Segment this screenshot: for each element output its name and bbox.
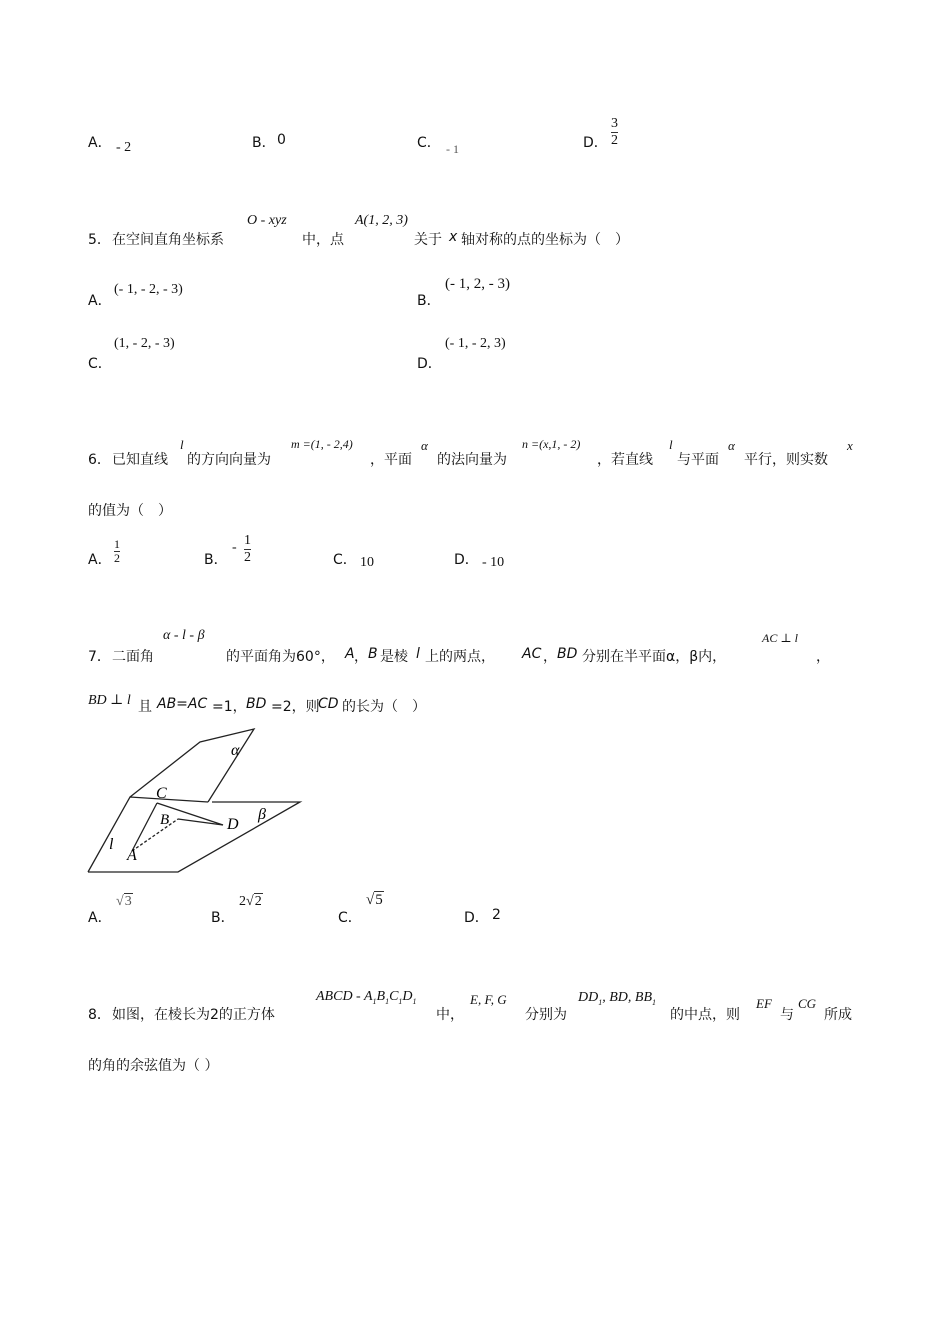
q7-point-b: B [368, 646, 378, 662]
radicand: 5 [375, 892, 383, 908]
segment-ac [132, 803, 157, 851]
q6-option-a-fraction [114, 538, 120, 565]
q6-text-6: 与平面 [677, 452, 719, 468]
q5-option-a-value: (- 1, - 2, - 3) [114, 282, 183, 297]
q8-text-3: 分别为 [525, 1007, 567, 1023]
radicand: 3 [124, 894, 132, 909]
q5-axis: x [449, 229, 458, 245]
plane-beta-outline [88, 802, 300, 872]
q7-cond-1: AB=AC [157, 696, 208, 712]
q5-option-c-label[interactable]: C． [88, 356, 112, 372]
q7-text-4: 上的两点， [425, 649, 495, 665]
q6-text-line2: 的值为（ ） [88, 503, 172, 519]
q5-text-1: 在空间直角坐标系 [112, 232, 224, 248]
q6-option-b-sign: - [232, 540, 237, 555]
q7-perp-2: BD ⊥ l [88, 693, 131, 708]
q4-option-c-label[interactable]: C． [417, 135, 441, 151]
q7-text-1: 二面角 [112, 649, 154, 665]
q7-number: 7． [88, 649, 111, 665]
q7-text-3: 是棱 [380, 649, 408, 665]
q7-ac: AC [522, 646, 542, 662]
q6-option-b-label[interactable]: B． [204, 552, 228, 568]
q6-option-c-label[interactable]: C． [333, 552, 357, 568]
q7-option-d-label[interactable]: D． [464, 910, 489, 926]
fraction-numerator: 1 [244, 533, 251, 548]
q6-option-d-label[interactable]: D． [454, 552, 479, 568]
q6-text-2: 的方向向量为 [187, 452, 271, 468]
q7-cd: CD [318, 696, 339, 712]
q5-option-b-label[interactable]: B． [417, 293, 441, 309]
q7-text-6: ， [816, 649, 830, 665]
fraction-numerator: 3 [611, 116, 618, 131]
q4-option-b-value: 0 [277, 132, 286, 148]
q8-ef: EF [756, 996, 772, 1011]
figure-label-c: C [156, 785, 167, 802]
fraction-denominator: 2 [611, 133, 618, 148]
figure-label-b: B [160, 812, 170, 828]
q4-option-c-value: - 1 [446, 142, 459, 156]
q5-text-3: 关于 [414, 232, 442, 248]
q6-variable-x: x [847, 438, 853, 453]
q6-text-1: 已知直线 [112, 452, 168, 468]
q8-text-2: 中， [436, 1007, 464, 1023]
q8-text-6: 所成 [824, 1007, 852, 1023]
q5-option-b-value: (- 1, 2, - 3) [445, 276, 510, 292]
fraction-denominator: 2 [244, 550, 251, 565]
q7-text-8: =1， [212, 699, 247, 715]
q6-plane-alpha: α [421, 438, 428, 453]
q7-dihedral: α - l - β [163, 628, 205, 643]
q6-option-d-value: - 10 [482, 555, 505, 570]
q4-option-d-fraction [611, 116, 618, 149]
radicand: 2 [254, 894, 262, 909]
segment-dd: DD [578, 990, 599, 1005]
q5-option-a-label[interactable]: A． [88, 293, 112, 309]
q5-point: A(1, 2, 3) [355, 213, 408, 228]
q8-text-line2: 的角的余弦值为（ ） [88, 1058, 219, 1074]
dihedral-angle-figure [80, 722, 310, 878]
q7-text-9: =2，则 [271, 699, 320, 715]
q6-number: 6． [88, 452, 111, 468]
q6-line-l: l [180, 437, 184, 452]
q6-vector-m: m =(1, - 2,4) [291, 437, 353, 451]
coefficient: 2 [239, 894, 246, 909]
q6-text-5: ，若直线 [597, 452, 653, 468]
q6-line-l-2: l [669, 437, 673, 452]
q7-text-7: 且 [138, 699, 152, 715]
q7-option-c-label[interactable]: C． [338, 910, 362, 926]
q7-cond-2: BD [246, 696, 267, 712]
q4-option-a-value: - 2 [116, 140, 132, 155]
cube-name-text: ABCD - A [316, 989, 373, 1004]
q5-text-2: 中，点 [302, 232, 344, 248]
q5-coordinate-system: O - xyz [247, 213, 287, 228]
q4-option-d-label[interactable]: D． [583, 135, 608, 151]
q7-point-a: A [345, 646, 355, 662]
q8-text-1: 如图，在棱长为2的正方体 [112, 1007, 275, 1023]
q5-number: 5． [88, 232, 111, 248]
q5-option-d-label[interactable]: D． [417, 356, 442, 372]
figure-label-l: l [109, 836, 114, 853]
figure-label-alpha: α [231, 742, 240, 759]
segment-ab [132, 819, 178, 851]
q7-option-b-label[interactable]: B． [211, 910, 235, 926]
q7-perp-1: AC ⊥ l [762, 631, 798, 645]
q6-option-a-label[interactable]: A． [88, 552, 112, 568]
figure-label-a: A [127, 847, 137, 864]
q6-vector-n: n =(x,1, - 2) [522, 437, 581, 451]
q7-option-a-label[interactable]: A． [88, 910, 112, 926]
q6-plane-alpha-2: α [728, 438, 735, 453]
q5-text-4: 轴对称的点的坐标为（ ） [461, 232, 629, 248]
q6-text-7: 平行，则实数 [744, 452, 828, 468]
q4-option-b-label[interactable]: B． [252, 135, 276, 151]
q7-option-c-value: √5 [366, 892, 383, 908]
q8-cg: CG [798, 996, 817, 1011]
q8-number: 8． [88, 1007, 111, 1023]
fraction-denominator: 2 [114, 551, 120, 565]
q8-points: E, F, G [470, 992, 507, 1007]
plane-alpha-upper-edge [130, 729, 254, 802]
q5-option-c-value: (1, - 2, - 3) [114, 336, 175, 351]
q4-option-a-label[interactable]: A． [88, 135, 112, 151]
plane-alpha-lower-edge [88, 797, 208, 872]
q6-text-4: 的法向量为 [437, 452, 507, 468]
q7-edge-l: l [416, 646, 420, 662]
q8-cube-name: ABCD - $A_1B_1C_1D_1$ [316, 989, 417, 1006]
figure-label-d: D [227, 816, 239, 833]
q6-text-3: ，平面 [370, 452, 412, 468]
q7-comma: ， [354, 649, 368, 665]
q7-text-2: 的平面角为60°， [226, 649, 335, 665]
q7-bd: BD [557, 646, 578, 662]
q8-text-5: 与 [780, 1007, 794, 1023]
q7-comma-2: ， [543, 649, 557, 665]
q7-option-a-value: √3 [116, 894, 132, 909]
fraction-numerator: 1 [114, 537, 120, 551]
q8-text-4: 的中点，则 [670, 1007, 740, 1023]
q7-text-5: 分别在半平面α，β内， [582, 649, 727, 665]
figure-label-beta: β [258, 806, 266, 823]
q8-segments: $DD_1$, BD, $BB_1$ [578, 990, 656, 1007]
q6-option-b-fraction [244, 533, 251, 566]
q7-option-d-value: 2 [492, 907, 501, 923]
segment-bd [178, 819, 223, 825]
q5-option-d-value: (- 1, - 2, 3) [445, 336, 506, 351]
q7-option-b-value: 2√2 [239, 894, 262, 909]
q6-option-c-value: 10 [360, 555, 374, 570]
q7-text-10: 的长为（ ） [342, 699, 426, 715]
